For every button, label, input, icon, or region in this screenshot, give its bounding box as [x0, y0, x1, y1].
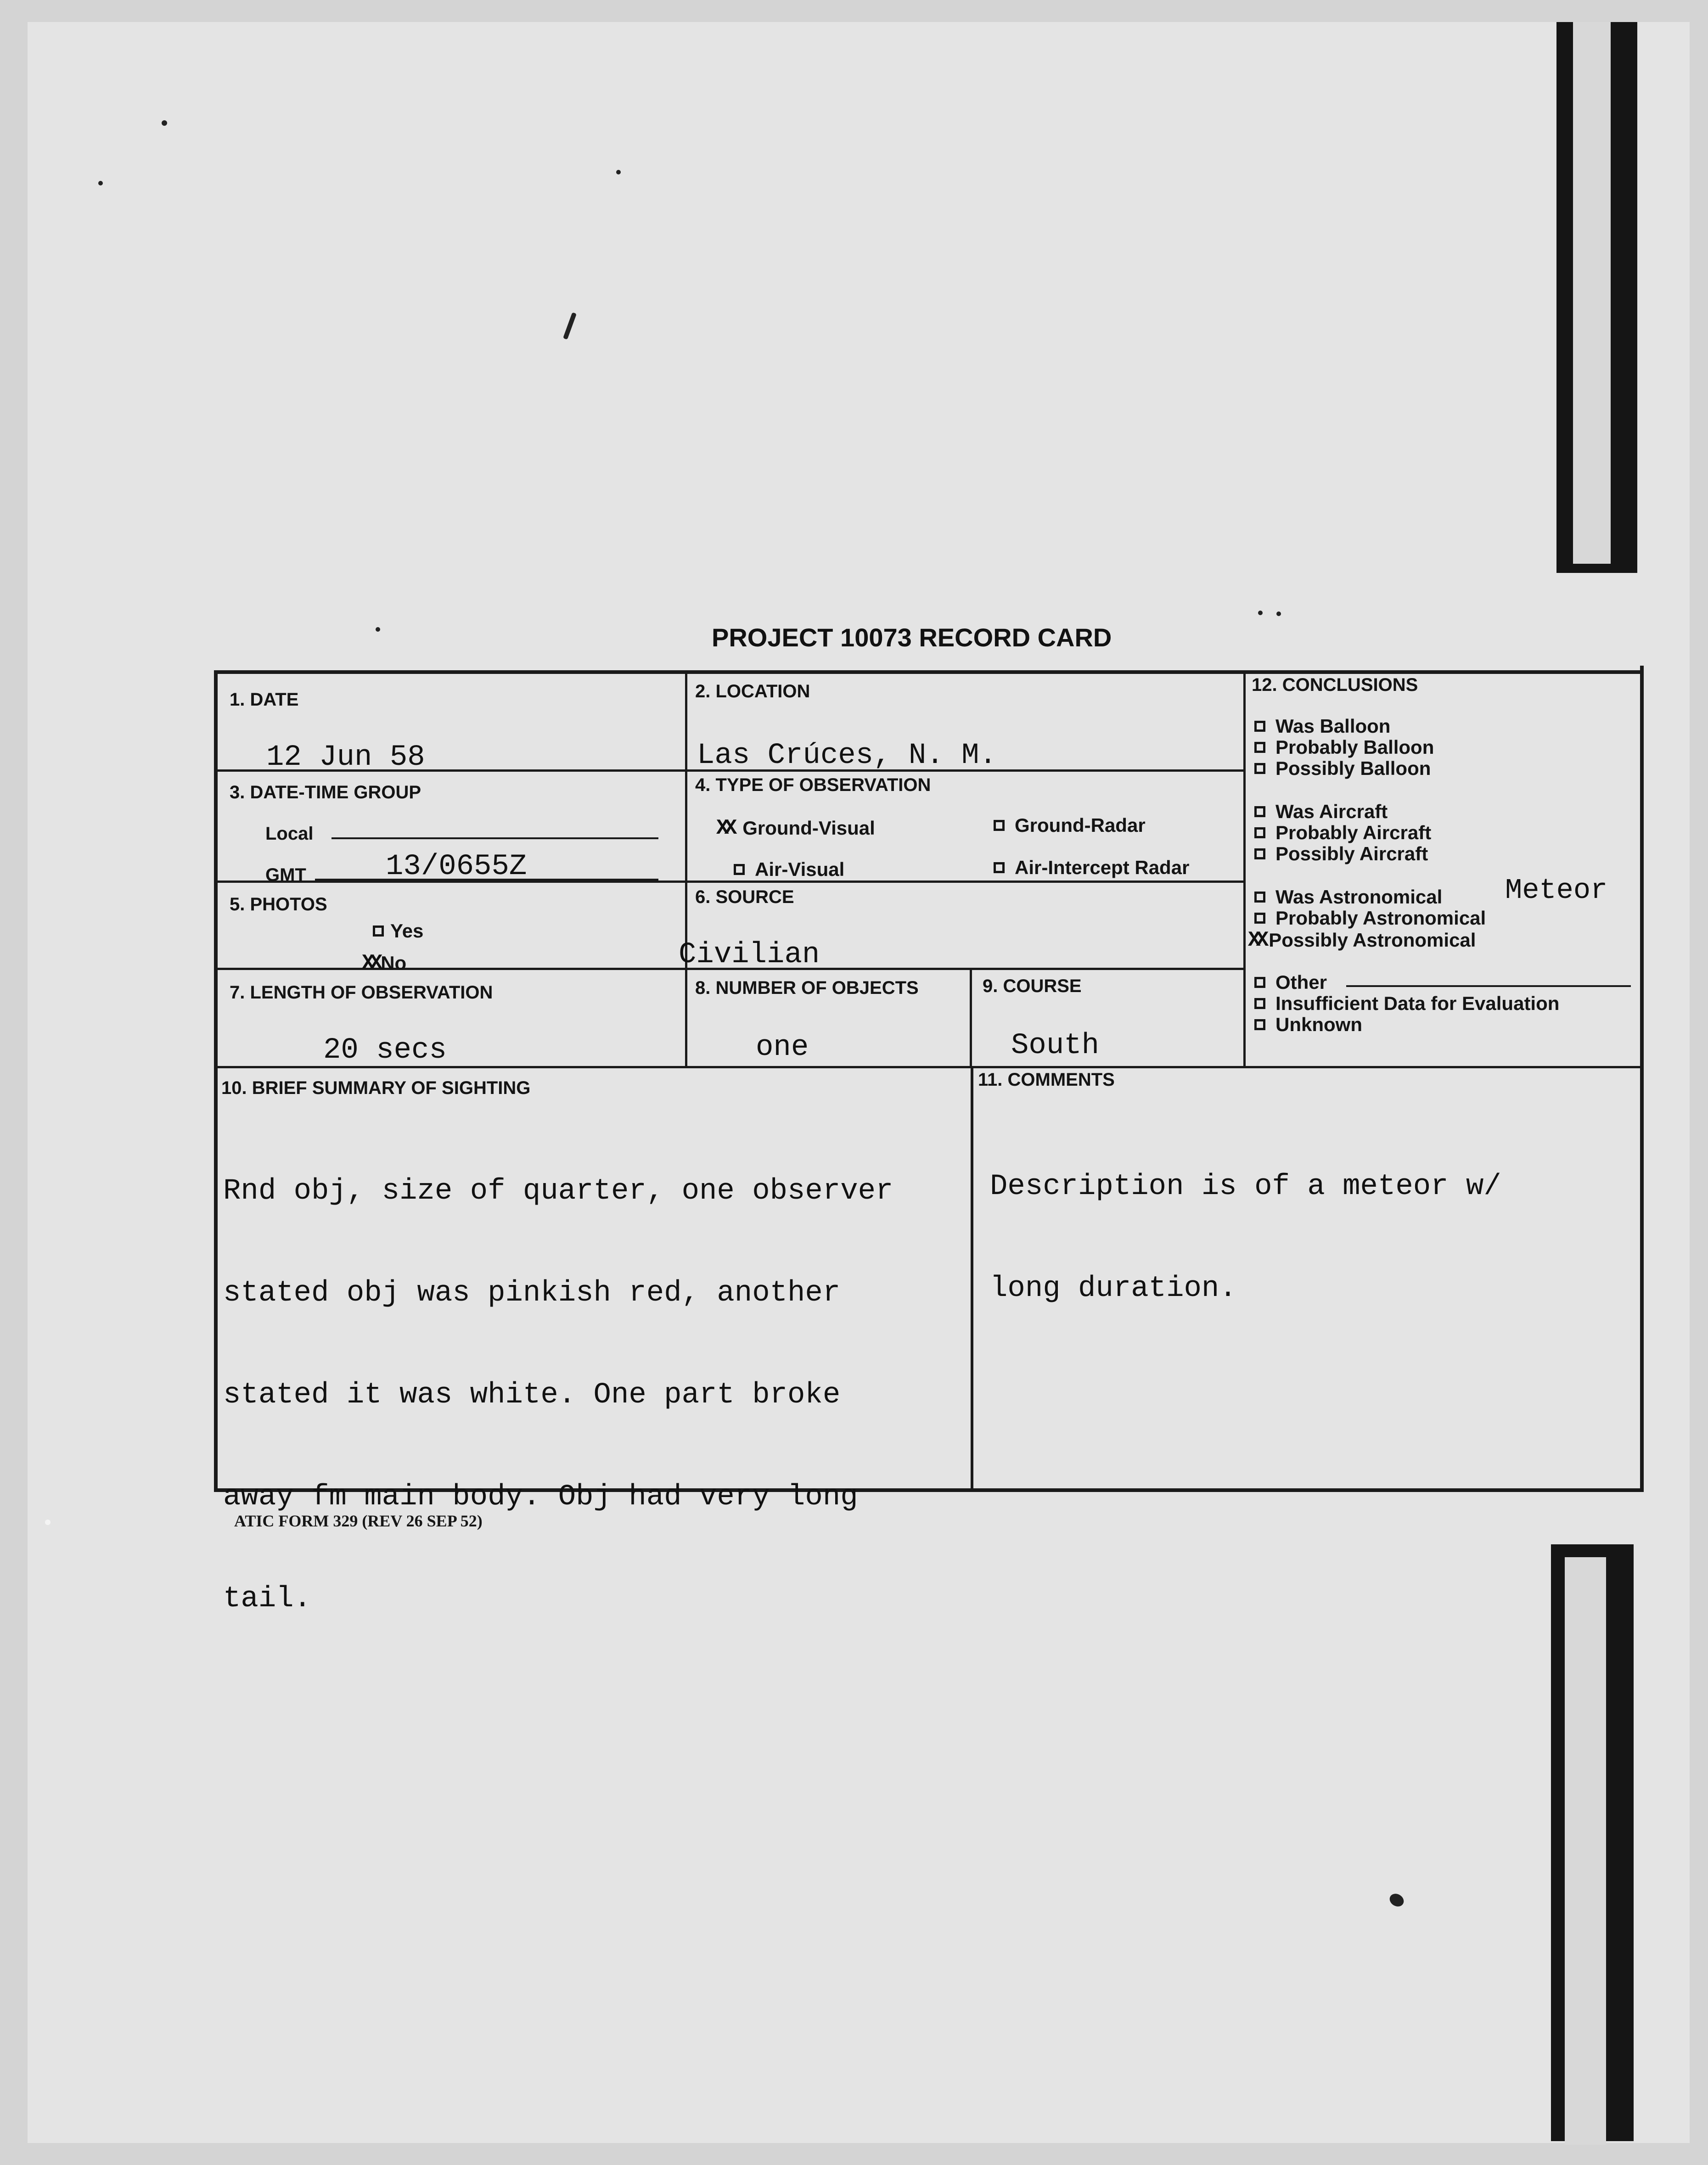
checkbox-icon	[1254, 763, 1265, 774]
date-time-group-label: 3. DATE-TIME GROUP	[230, 782, 421, 802]
photos-yes	[373, 920, 423, 942]
option-ground-radar	[994, 814, 1146, 836]
x-mark: XX	[716, 816, 733, 840]
conclusion-label: Possibly Astronomical	[1269, 929, 1476, 951]
photos-label: 5. PHOTOS	[230, 894, 327, 914]
checkbox-icon	[1254, 1019, 1265, 1030]
checkbox-icon	[1254, 913, 1265, 924]
rule-col-conclusions	[1243, 671, 1246, 1066]
date-label: 1. DATE	[230, 690, 299, 710]
conclusion-possibly-balloon	[1254, 757, 1431, 780]
frame-left	[214, 670, 218, 1492]
checkbox-icon	[1254, 977, 1265, 988]
conclusion-unknown	[1254, 1014, 1362, 1036]
frame-right	[1640, 666, 1644, 1492]
option-ground-radar-label: Ground-Radar	[1015, 814, 1146, 836]
option-ground-visual-label: Ground-Visual	[742, 817, 875, 839]
conclusion-label: Possibly Balloon	[1275, 757, 1431, 779]
conclusion-was-balloon	[1254, 715, 1390, 737]
summary-label: 10. BRIEF SUMMARY OF SIGHTING	[221, 1078, 531, 1098]
length-of-observation-value: 20 secs	[323, 1034, 447, 1067]
option-air-intercept-radar	[994, 857, 1189, 879]
checkbox-icon	[373, 925, 384, 937]
option-air-visual	[734, 858, 844, 881]
photos-yes-label: Yes	[390, 920, 424, 942]
checkbox-icon	[994, 820, 1005, 831]
type-of-observation-label: 4. TYPE OF OBSERVATION	[695, 775, 931, 795]
rule-col-comments	[971, 1067, 973, 1490]
conclusion-label: Was Astronomical	[1275, 886, 1443, 908]
conclusion-label: Insufficient Data for Evaluation	[1275, 993, 1560, 1014]
conclusion-was-astronomical	[1254, 886, 1442, 908]
source-label: 6. SOURCE	[695, 887, 794, 907]
conclusion-possibly-astronomical	[1248, 928, 1476, 952]
conclusion-label: Was Aircraft	[1275, 801, 1388, 822]
checkbox-icon	[1254, 998, 1265, 1009]
number-of-objects-value: one	[756, 1031, 809, 1064]
other-underline	[1346, 985, 1631, 987]
course-label: 9. COURSE	[983, 976, 1082, 996]
checkbox-icon	[1254, 721, 1265, 732]
checkbox-icon	[1254, 848, 1265, 859]
location-value: Las Crúces, N. M.	[697, 739, 997, 772]
summary-line: stated obj was pinkish red, another	[223, 1277, 841, 1310]
summary-line: Rnd obj, size of quarter, one observer	[223, 1175, 893, 1208]
comments-line: long duration.	[990, 1272, 1237, 1305]
option-air-visual-label: Air-Visual	[755, 858, 845, 880]
meteor-note: Meteor	[1505, 874, 1608, 907]
number-of-objects-label: 8. NUMBER OF OBJECTS	[695, 978, 919, 998]
conclusion-label: Other	[1275, 971, 1327, 993]
location-label: 2. LOCATION	[695, 681, 810, 701]
summary-text	[223, 1106, 893, 1684]
conclusion-label: Possibly Aircraft	[1275, 843, 1428, 864]
conclusion-insufficient-data	[1254, 993, 1559, 1015]
conclusion-label: Was Balloon	[1275, 715, 1391, 737]
photos-no-label: No	[381, 952, 407, 974]
form-number: ATIC FORM 329 (REV 26 SEP 52)	[234, 1512, 483, 1530]
option-air-intercept-radar-label: Air-Intercept Radar	[1015, 857, 1190, 878]
checkbox-icon	[734, 864, 745, 875]
rule-row2	[216, 881, 1244, 883]
date-value: 12 Jun 58	[266, 741, 425, 774]
rule-col-main	[685, 671, 687, 1066]
x-mark: XX	[362, 951, 378, 975]
option-ground-visual	[716, 816, 875, 840]
comments-text	[990, 1102, 1501, 1374]
course-value: South	[1011, 1029, 1100, 1062]
conclusion-label: Unknown	[1275, 1014, 1362, 1035]
conclusion-possibly-aircraft	[1254, 843, 1428, 865]
x-mark: XX	[1248, 928, 1264, 952]
conclusion-probably-balloon	[1254, 736, 1434, 758]
checkbox-icon	[1254, 742, 1265, 753]
summary-line: away fm main body. Obj had very long	[223, 1481, 858, 1514]
length-of-observation-label: 7. LENGTH OF OBSERVATION	[230, 982, 493, 1003]
conclusion-label: Probably Balloon	[1275, 736, 1434, 758]
conclusion-label: Probably Astronomical	[1275, 907, 1486, 929]
checkbox-icon	[1254, 827, 1265, 838]
photos-no	[362, 951, 406, 975]
checkbox-icon	[994, 862, 1005, 873]
comments-line: Description is of a meteor w/	[990, 1170, 1501, 1203]
local-time-underline	[331, 837, 658, 839]
summary-line: tail.	[223, 1582, 312, 1615]
gmt-label: GMT	[265, 865, 306, 885]
source-value: Civilian	[679, 938, 820, 971]
card-title: PROJECT 10073 RECORD CARD	[712, 623, 1112, 652]
rule-col-course	[970, 969, 972, 1066]
local-time-label: Local	[265, 824, 314, 844]
comments-label: 11. COMMENTS	[978, 1070, 1115, 1090]
conclusion-other	[1254, 971, 1327, 993]
conclusion-probably-aircraft	[1254, 822, 1431, 844]
conclusion-label: Probably Aircraft	[1275, 822, 1432, 843]
checkbox-icon	[1254, 806, 1265, 817]
checkbox-icon	[1254, 892, 1265, 903]
summary-line: stated it was white. One part broke	[223, 1379, 841, 1412]
gmt-value: 13/0655Z	[386, 850, 527, 883]
conclusion-was-aircraft	[1254, 801, 1388, 823]
frame-top	[214, 670, 1643, 674]
conclusions-label: 12. CONCLUSIONS	[1252, 675, 1418, 695]
conclusion-probably-astronomical	[1254, 907, 1486, 929]
